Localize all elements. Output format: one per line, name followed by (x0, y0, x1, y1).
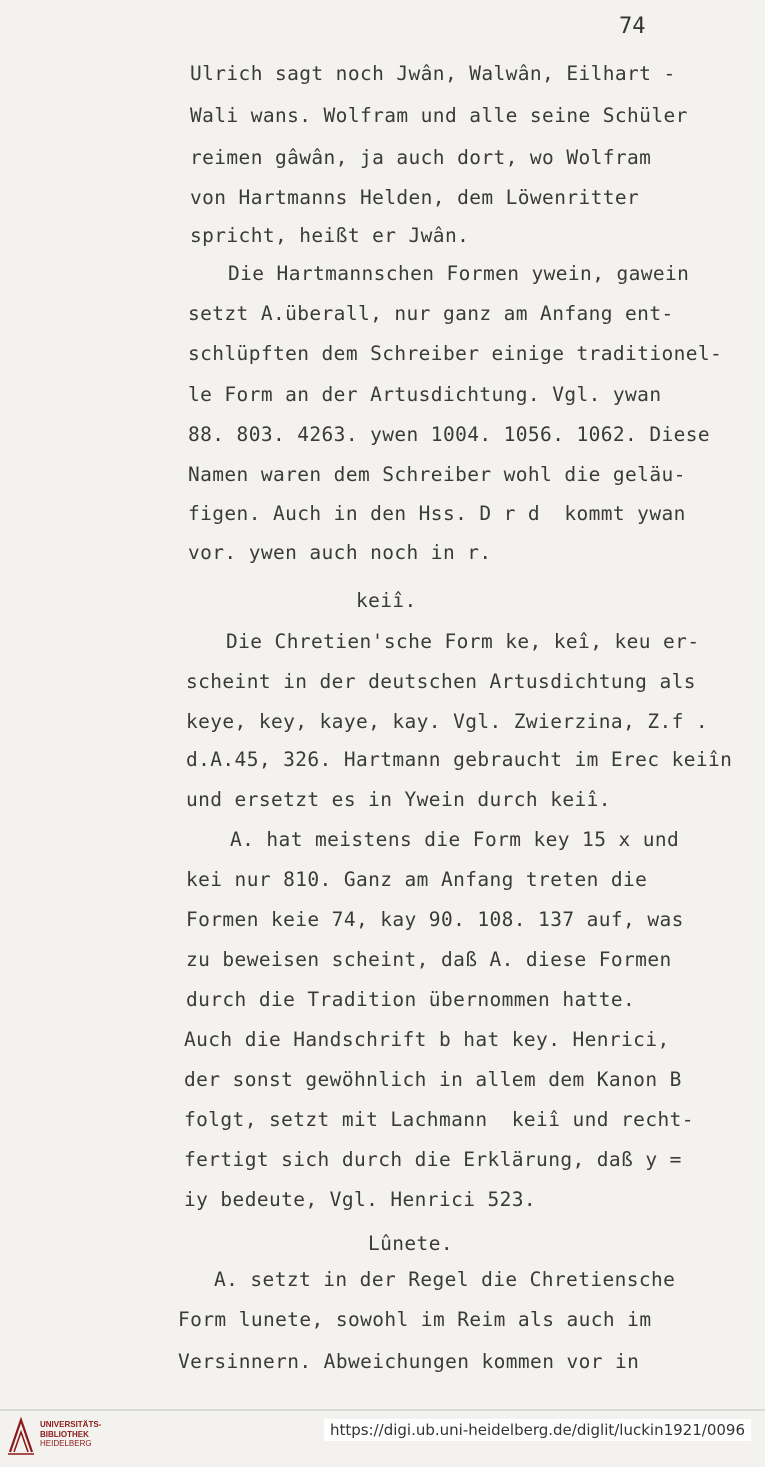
library-name-line: HEIDELBERG (40, 1439, 92, 1448)
text-line: Formen keie 74, kay 90. 108. 137 auf, was (186, 908, 684, 931)
university-library-logo-icon (6, 1416, 36, 1456)
library-name (40, 1420, 101, 1449)
text-line: figen. Auch in den Hss. D r d kommt ywan (188, 502, 686, 525)
text-line: Form lunete, sowohl im Reim als auch im (178, 1308, 652, 1331)
text-line: zu beweisen scheint, daß A. diese Formen (186, 948, 672, 971)
text-line: 88. 803. 4263. ywen 1004. 1056. 1062. Diese (188, 423, 711, 446)
text-line: kei nur 810. Ganz am Anfang treten die (186, 868, 648, 891)
text-line: spricht, heißt er Jwân. (190, 224, 470, 247)
text-line: le Form an der Artusdichtung. Vgl. ywan (188, 383, 662, 406)
text-line: Die Hartmannschen Formen ywein, gawein (228, 262, 690, 285)
text-line: Versinnern. Abweichungen kommen vor in (178, 1350, 640, 1373)
section-heading: keiî. (356, 589, 417, 612)
text-line: und ersetzt es in Ywein durch keiî. (186, 788, 611, 811)
text-line: Namen waren dem Schreiber wohl die geläu- (188, 463, 686, 486)
text-line: scheint in der deutschen Artusdichtung als (186, 670, 696, 693)
text-line: keye, key, kaye, kay. Vgl. Zwierzina, Z.f . (186, 710, 709, 733)
source-url-link[interactable]: https://digi.ub.uni-heidelberg.de/diglit/luckin1921/0096 (324, 1419, 751, 1441)
text-line: fertigt sich durch die Erklärung, daß y = (184, 1148, 682, 1171)
text-line: der sonst gewöhnlich in allem dem Kanon B (184, 1068, 682, 1091)
text-line: folgt, setzt mit Lachmann keiî und recht- (184, 1108, 694, 1131)
text-line: A. hat meistens die Form key 15 x und (230, 828, 680, 851)
section-heading: Lûnete. (368, 1232, 453, 1255)
text-line: Auch die Handschrift b hat key. Henrici, (184, 1028, 670, 1051)
text-line: von Hartmanns Helden, dem Löwenritter (190, 186, 640, 209)
text-line: A. setzt in der Regel die Chretiensche (214, 1268, 676, 1291)
text-line: durch die Tradition übernommen hatte. (186, 988, 636, 1011)
library-name-line: UNIVERSITÄTS- (40, 1420, 102, 1429)
text-line: schlüpften dem Schreiber einige traditionel- (188, 342, 723, 365)
text-line: reimen gâwân, ja auch dort, wo Wolfram (190, 146, 652, 169)
text-line: Die Chretien'sche Form ke, keî, keu er- (226, 630, 700, 653)
text-line: d.A.45, 326. Hartmann gebraucht im Erec keiîn (186, 748, 733, 771)
text-line: Wali wans. Wolfram und alle seine Schüler (190, 104, 688, 127)
footer-divider (0, 1409, 765, 1411)
text-line: Ulrich sagt noch Jwân, Walwân, Eilhart - (190, 62, 676, 85)
page-number: 74 (619, 14, 646, 39)
library-name-line: BIBLIOTHEK (40, 1429, 89, 1439)
text-line: vor. ywen auch noch in r. (188, 541, 492, 564)
text-line: iy bedeute, Vgl. Henrici 523. (184, 1188, 537, 1211)
text-line: setzt A.überall, nur ganz am Anfang ent- (188, 302, 674, 325)
